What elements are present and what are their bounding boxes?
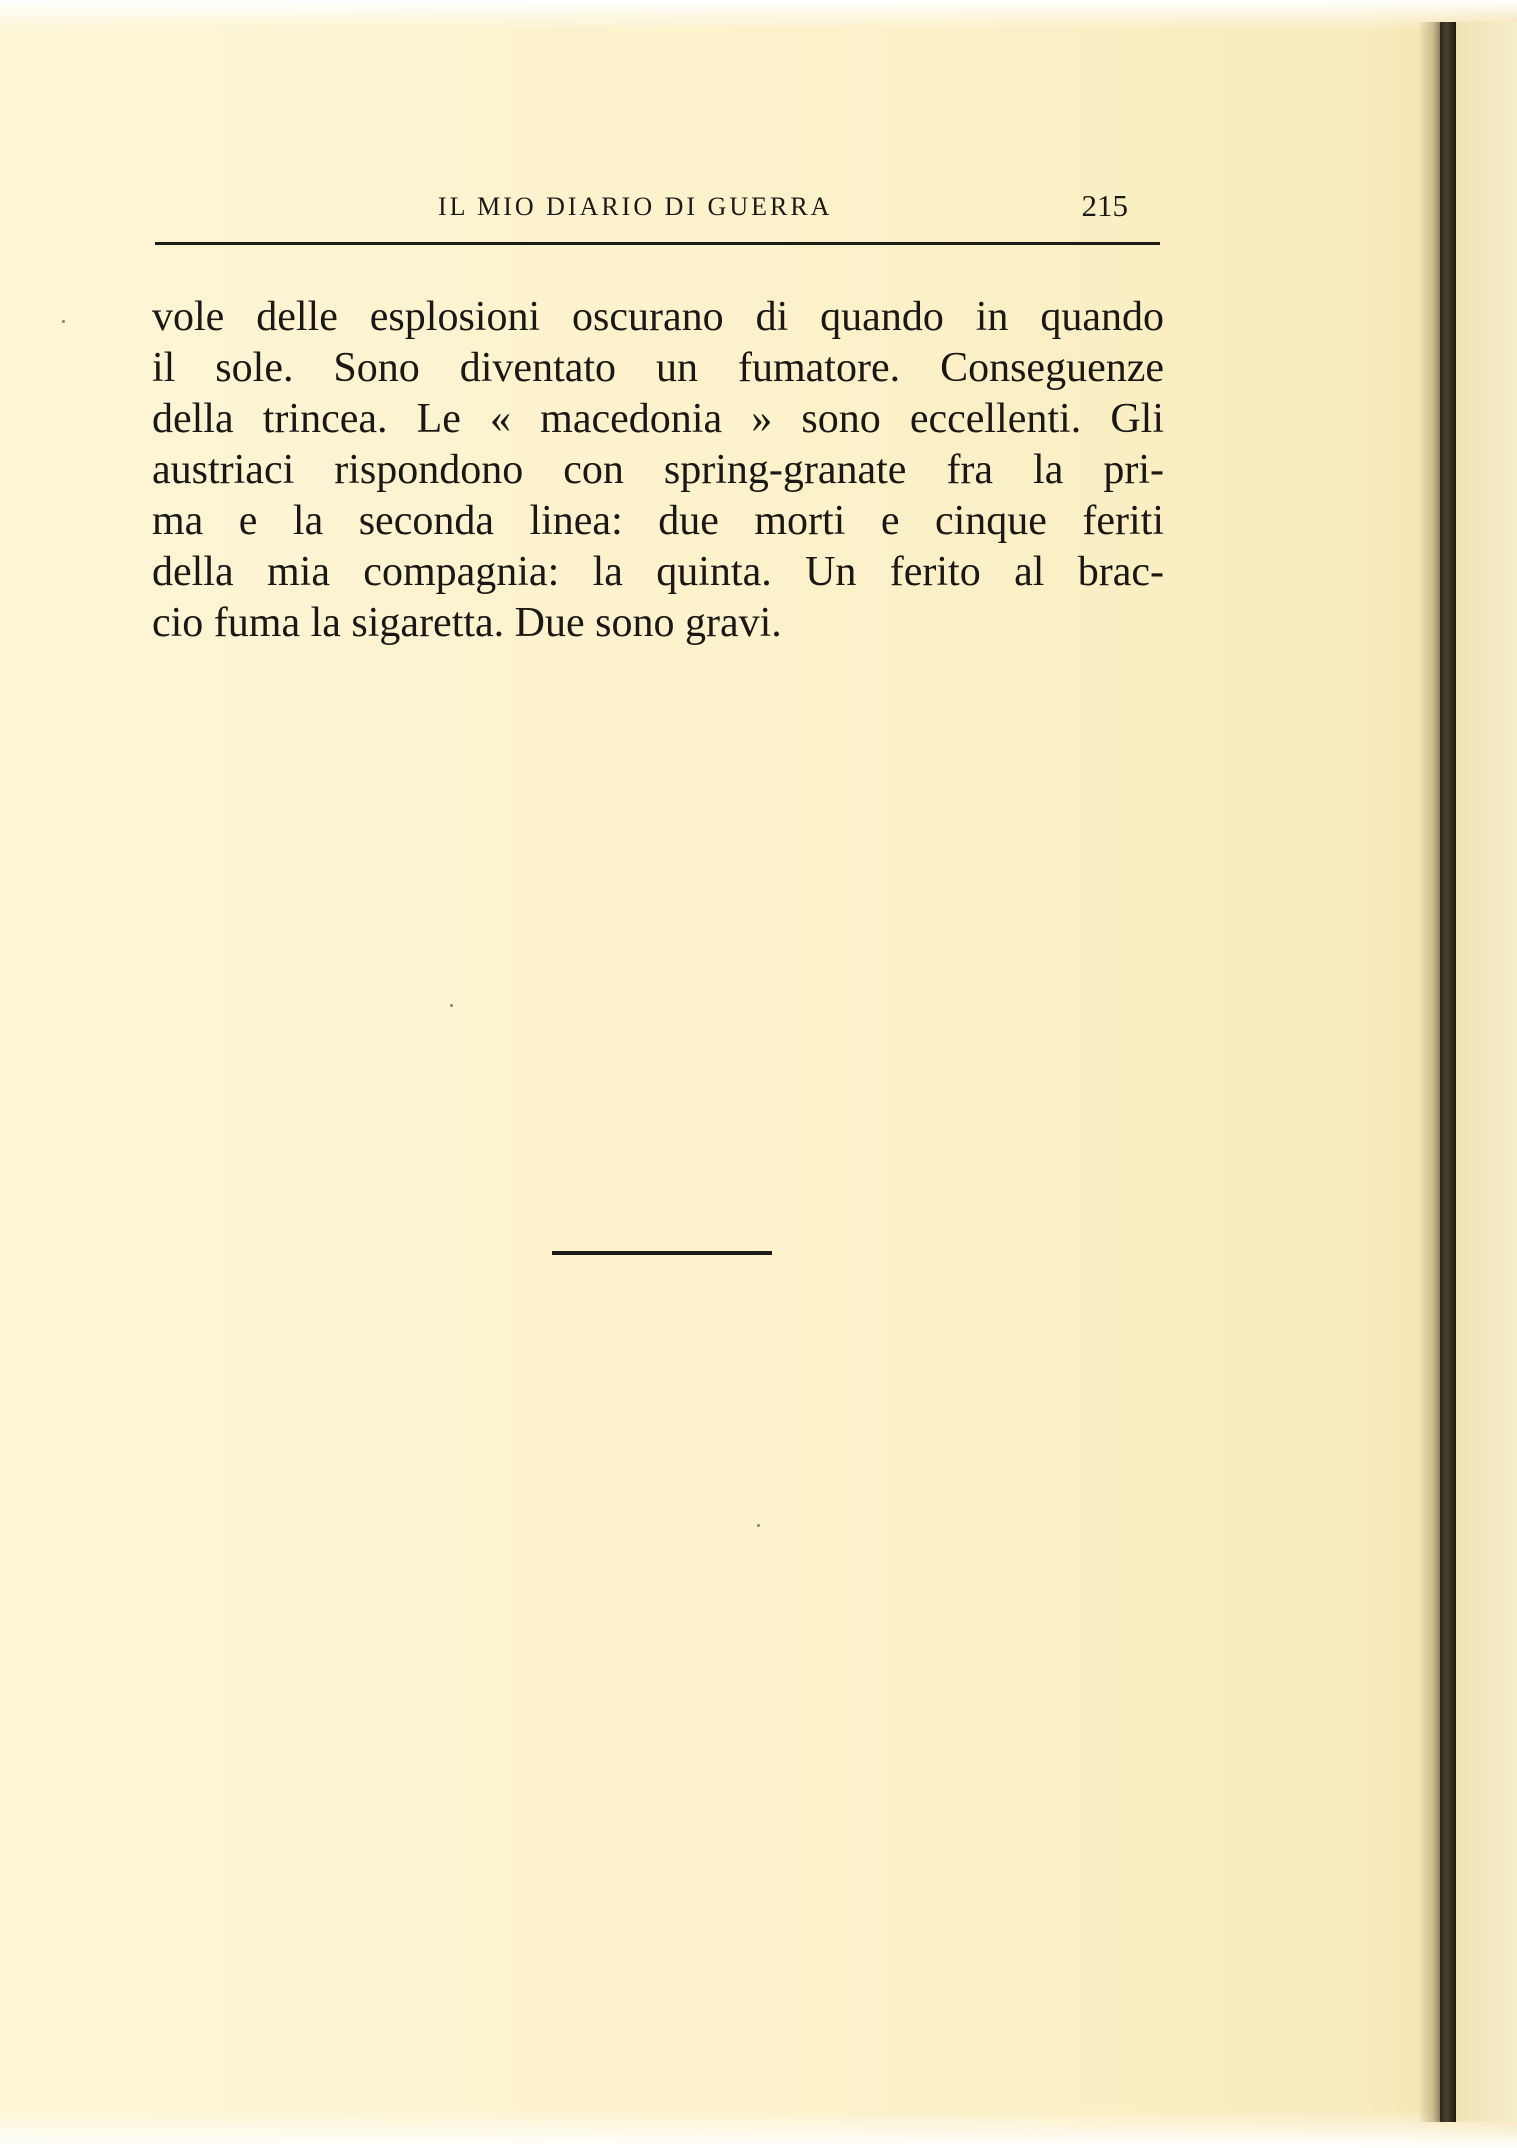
body-paragraph bbox=[152, 292, 1164, 649]
paper-speck bbox=[450, 1004, 453, 1007]
facing-page-edge bbox=[1456, 22, 1517, 2122]
end-of-chapter-rule bbox=[552, 1251, 772, 1255]
text-line: vole delle esplosioni oscurano di quando in quando bbox=[152, 294, 1164, 340]
running-title: IL MIO DIARIO DI GUERRA bbox=[438, 192, 833, 221]
page-bottom-edge bbox=[0, 2110, 1517, 2148]
text-line: della mia compagnia: la quinta. Un ferito al brac- bbox=[152, 549, 1164, 595]
text-line: austriaci rispondono con spring-granate fra la pri- bbox=[152, 447, 1164, 493]
text-line: ma e la seconda linea: due morti e cinque feriti bbox=[152, 498, 1164, 544]
page-top-edge bbox=[0, 0, 1517, 30]
running-header bbox=[155, 188, 1160, 228]
paper-speck bbox=[62, 320, 65, 323]
paper-speck bbox=[757, 1524, 760, 1527]
text-line: della trincea. Le « macedonia » sono eccellenti. Gli bbox=[152, 396, 1164, 442]
page-number: 215 bbox=[1081, 188, 1128, 223]
text-line: cio fuma la sigaretta. Due sono gravi. bbox=[152, 600, 782, 646]
gutter-shadow bbox=[1418, 22, 1440, 2122]
book-spine bbox=[1440, 22, 1456, 2122]
header-rule bbox=[155, 242, 1160, 245]
text-line: il sole. Sono diventato un fumatore. Conseguenze bbox=[152, 345, 1164, 391]
